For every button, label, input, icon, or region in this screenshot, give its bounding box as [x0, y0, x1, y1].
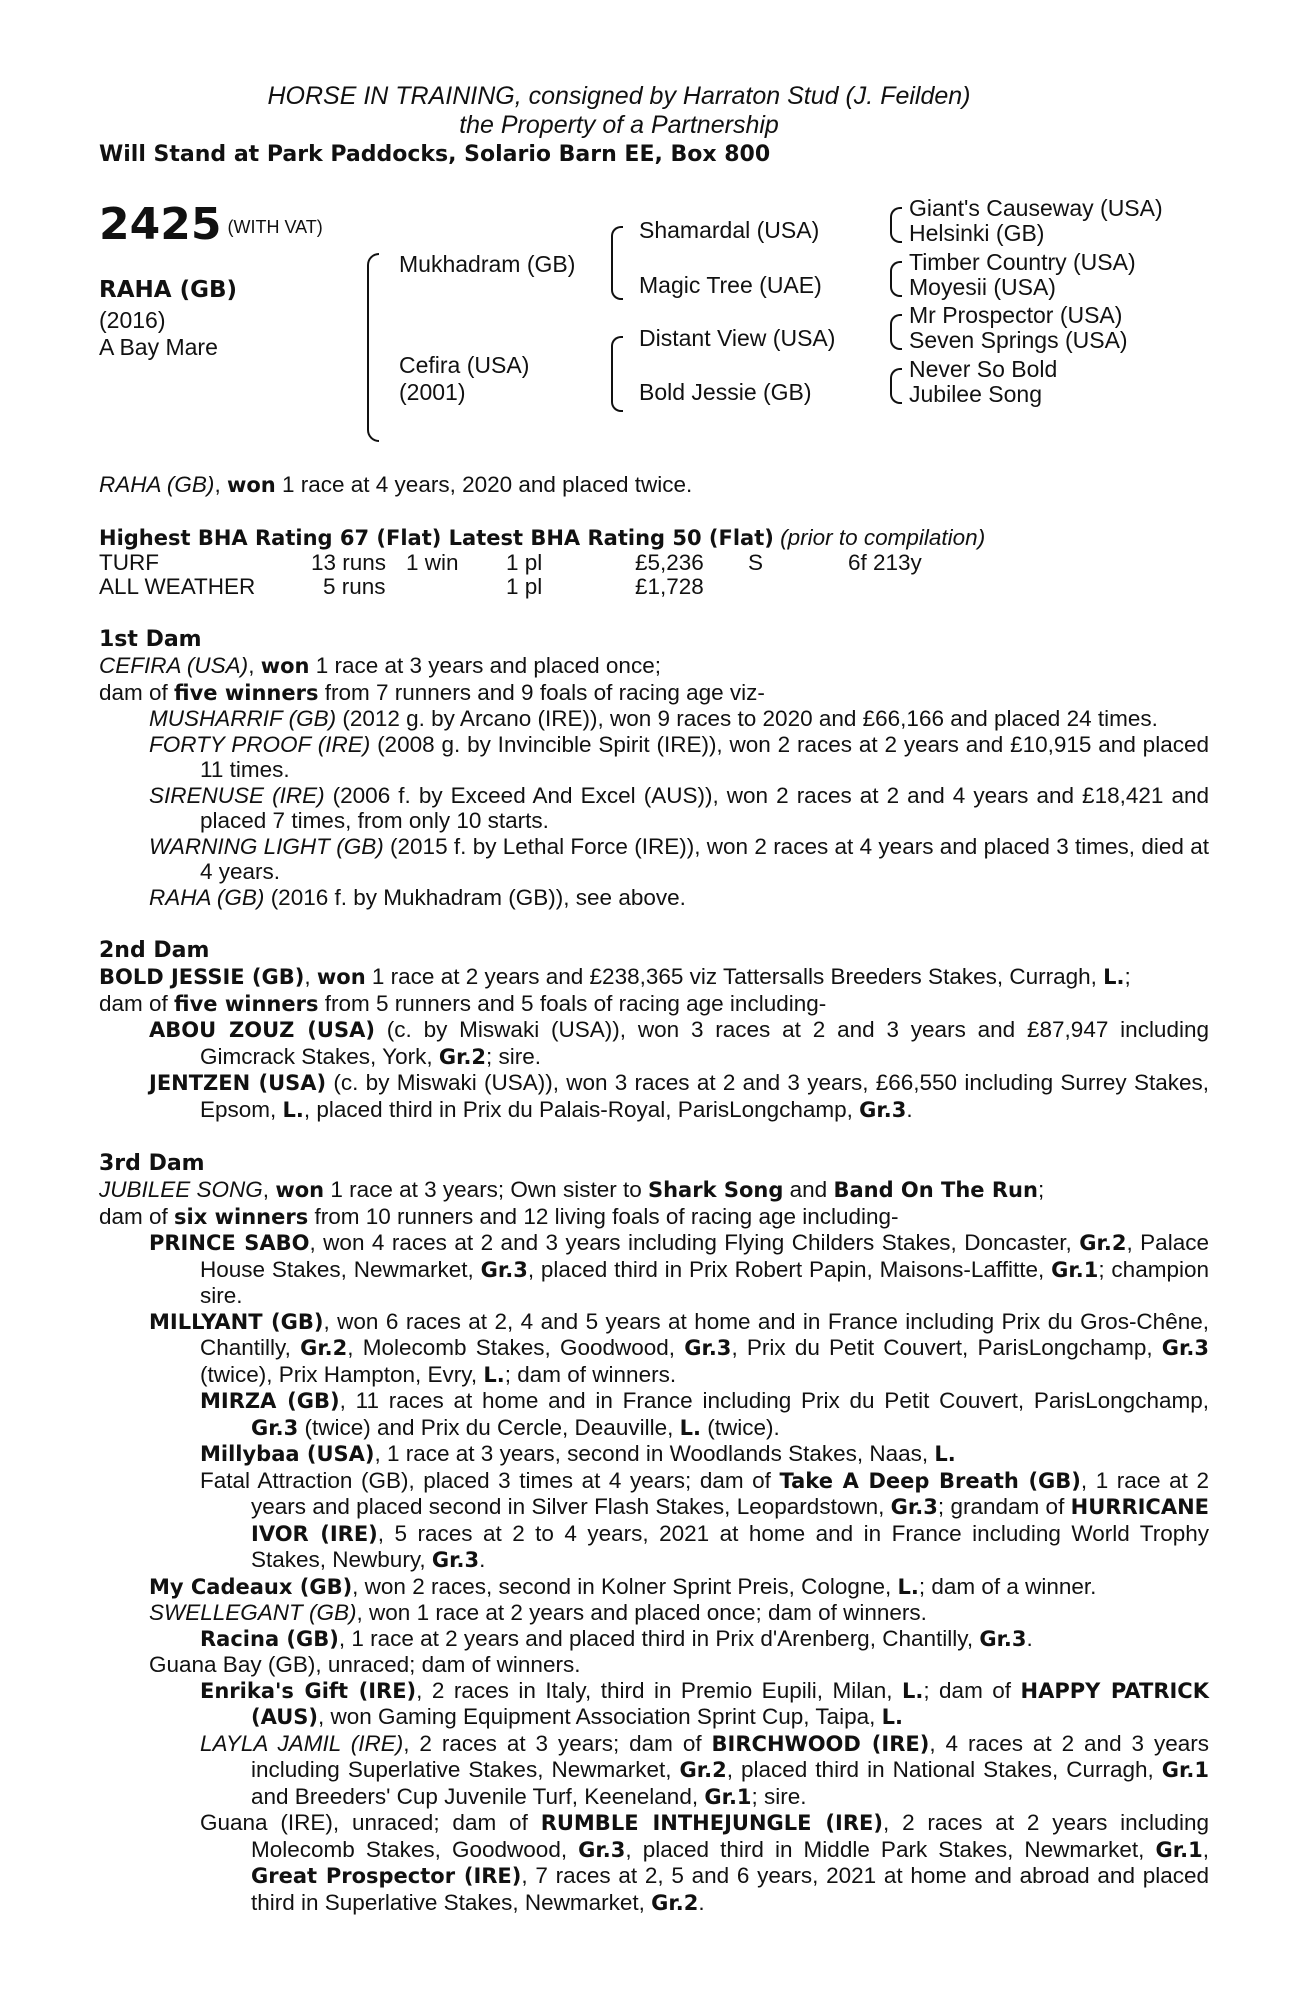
section-heading: 2nd Dam [99, 938, 210, 963]
brace-gen1 [367, 253, 379, 442]
list-item: MILLYANT (GB), won 6 races at 2, 4 and 5 years at home and in France including Prix du Gros-Chêne, Chantilly, Gr.2, Molecomb Stakes, Goodwood, Gr.3, Prix du Petit Couvert, ParisLongchamp, Gr.3 (twice), Prix Hampton, Evry, L.; dam of winners. [149, 1308, 1209, 1387]
rating-note: (prior to compilation) [780, 524, 986, 550]
list-item: MIRZA (GB), 11 races at home and in France including Prix du Petit Couvert, ParisLongchamp, Gr.3 (twice) and Prix du Cercle, Deauville, L. (twice). [200, 1388, 1209, 1440]
summary-won: won [226, 473, 276, 497]
prize-money: £1,728 [635, 574, 704, 599]
lot-number [99, 200, 323, 250]
table-row [99, 551, 922, 575]
stand-line: Will Stand at Park Paddocks, Solario Barn EE, Box 800 [99, 142, 771, 167]
brace-ds [890, 314, 902, 350]
wins [406, 575, 506, 599]
rating-table [99, 551, 922, 599]
dam-produce-line: dam of six winners from 10 runners and 12 living foals of racing age including- [99, 1203, 899, 1229]
dam-line: BOLD JESSIE (GB), won 1 race at 2 years and £238,365 viz Tattersalls Breeders Stakes, Curragh, L.; [99, 964, 1131, 989]
dss: Mr Prospector (USA) [909, 302, 1123, 328]
list-item: PRINCE SABO, won 4 races at 2 and 3 years including Flying Childers Stakes, Doncaster, Gr.2, Palace House Stakes, Newmarket, Gr.3, placed third in Prix Robert Papin, Maisons-Laffitte, Gr.1; champion sire. [149, 1230, 1209, 1308]
places: 1 pl [506, 574, 543, 599]
distance: 6f 213y [848, 550, 922, 575]
pedigree-block [99, 195, 1209, 446]
lot-number-value: 2425 [99, 199, 222, 250]
property-line: the Property of a Partnership [459, 111, 779, 139]
catalogue-page [99, 82, 1209, 1916]
section-heading: 3rd Dam [99, 1151, 205, 1176]
sire-dam: Magic Tree (UAE) [639, 272, 822, 298]
list-item: Guana Bay (GB), unraced; dam of winners. [149, 1652, 581, 1677]
list-item: WARNING LIGHT (GB) (2015 f. by Lethal Force (IRE)), won 2 races at 4 years and placed 3 times, died at 4 years. [149, 833, 1209, 884]
dam-sire: Distant View (USA) [639, 325, 836, 351]
wins: 1 win [406, 550, 459, 575]
list-item: Enrika's Gift (IRE), 2 races in Italy, third in Premio Eupili, Milan, L.; dam of HAPPY PATRICK (AUS), won Gaming Equipment Association Sprint Cup, Taipa, L. [200, 1677, 1209, 1729]
second-dam-section [99, 938, 1209, 1123]
runs: 13 runs [311, 550, 387, 575]
horse-name: RAHA (GB) [99, 277, 237, 303]
summary-text: 1 race at 4 years, 2020 and placed twice. [275, 472, 693, 497]
consignor-line: HORSE IN TRAINING, consigned by Harraton Stud (J. Feilden) [267, 82, 971, 110]
sire: Mukhadram (GB) [399, 251, 576, 277]
horse-year: (2016) [99, 307, 166, 333]
surface: ALL WEATHER [99, 574, 256, 599]
places: 1 pl [506, 550, 543, 575]
header [99, 82, 1209, 170]
dam-line: CEFIRA (USA), won 1 race at 3 years and placed once; [99, 653, 661, 678]
list-item: LAYLA JAMIL (IRE), 2 races at 3 years; dam of BIRCHWOOD (IRE), 4 races at 2 and 3 years including Superlative Stakes, Newmarket, Gr.2, placed third in National Stakes, Curragh, Gr.1 and Breeders' Cup Juvenile Turf, Keeneland, Gr.1; sire. [200, 1730, 1209, 1809]
list-item: Fatal Attraction (GB), placed 3 times at 4 years; dam of Take A Deep Breath (GB), 1 race at 2 years and placed second in Silver Flash Stakes, Leopardstown, Gr.3; grandam of HURRICANE IVOR (IRE), 5 races at 2 to 4 years, 2021 at home and in France including World Trophy Stakes, Newbury, Gr.3. [200, 1467, 1210, 1572]
dam: Cefira (USA) [399, 352, 530, 378]
dam-line: JUBILEE SONG, won 1 race at 3 years; Own sister to Shark Song and Band On The Run; [99, 1177, 1045, 1202]
list-item: JENTZEN (USA) (c. by Miswaki (USA)), won 3 races at 2 and 3 years, £66,550 including Surrey Stakes, Epsom, L., placed third in Prix du Palais-Royal, ParisLongchamp, Gr.3. [149, 1070, 1209, 1122]
race-summary: RAHA (GB), won 1 race at 4 years, 2020 and placed twice. [99, 472, 693, 497]
brace-ss [890, 207, 902, 243]
list-item: MUSHARRIF (GB) (2012 g. by Arcano (IRE)), won 9 races to 2020 and £66,166 and placed 24 times. [149, 706, 1158, 731]
list-item: RAHA (GB) (2016 f. by Mukhadram (GB)), see above. [149, 884, 686, 910]
list-item: Racina (GB), 1 race at 2 years and placed third in Prix d'Arenberg, Chantilly, Gr.3. [200, 1625, 1033, 1651]
list-item: FORTY PROOF (IRE) (2008 g. by Invincible Spirit (IRE)), won 2 races at 2 years and £10,915 and placed 11 times. [149, 731, 1209, 782]
prize-money: £5,236 [635, 550, 704, 575]
ddd: Jubilee Song [909, 381, 1042, 407]
surface: TURF [99, 550, 159, 575]
summary-horse: RAHA (GB) [99, 472, 215, 497]
brace-sd [890, 261, 902, 297]
going [748, 575, 848, 599]
sdd: Moyesii (USA) [909, 274, 1056, 300]
list-item: SIRENUSE (IRE) (2006 f. by Exceed And Excel (AUS)), won 2 races at 2 and 4 years and £18,421 and placed 7 times, from only 10 starts. [149, 782, 1209, 833]
dam-dam: Bold Jessie (GB) [639, 379, 812, 405]
sss: Giant's Causeway (USA) [909, 195, 1163, 221]
sds: Timber Country (USA) [909, 249, 1136, 275]
distance [848, 575, 922, 599]
brace-sire [611, 226, 623, 300]
dds: Never So Bold [909, 356, 1058, 382]
rating-line: Highest BHA Rating 67 (Flat) Latest BHA Rating 50 (Flat) [99, 525, 774, 550]
brace-dd [890, 368, 902, 404]
dsd: Seven Springs (USA) [909, 327, 1128, 353]
horse-description: A Bay Mare [99, 334, 218, 360]
ssd: Helsinki (GB) [909, 220, 1045, 246]
list-item: My Cadeaux (GB), won 2 races, second in Kolner Sprint Preis, Cologne, L.; dam of a winner. [149, 1573, 1097, 1599]
vat-label: (WITH VAT) [227, 217, 323, 237]
table-row [99, 575, 922, 599]
list-item: SWELLEGANT (GB), won 1 race at 2 years and placed once; dam of winners. [149, 1600, 927, 1625]
dam-year: (2001) [399, 379, 466, 405]
dam-produce-line: dam of five winners from 7 runners and 9 foals of racing age viz- [99, 679, 765, 705]
sire-sire: Shamardal (USA) [639, 217, 820, 243]
third-dam-section [99, 1151, 1209, 1916]
first-dam-section [99, 627, 1209, 910]
section-heading: 1st Dam [99, 627, 202, 652]
going: S [748, 550, 764, 575]
runs: 5 runs [323, 574, 386, 599]
list-item: Guana (IRE), unraced; dam of RUMBLE INTHEJUNGLE (IRE), 2 races at 2 years including Molecomb Stakes, Goodwood, Gr.3, placed third in Middle Park Stakes, Newmarket, Gr.1, Great Prospector (IRE), 7 races at 2, 5 and 6 years, 2021 at home and abroad and placed third in Superlative Stakes, Newmarket, Gr.2. [200, 1810, 1209, 1915]
dam-produce-line: dam of five winners from 5 runners and 5 foals of racing age including- [99, 990, 827, 1016]
list-item: Millybaa (USA), 1 race at 3 years, second in Woodlands Stakes, Naas, L. [200, 1441, 956, 1466]
rating-block [99, 525, 1209, 600]
brace-dam [611, 336, 623, 412]
list-item: ABOU ZOUZ (USA) (c. by Miswaki (USA)), won 3 races at 2 and 3 years and £87,947 including Gimcrack Stakes, York, Gr.2; sire. [149, 1017, 1209, 1069]
